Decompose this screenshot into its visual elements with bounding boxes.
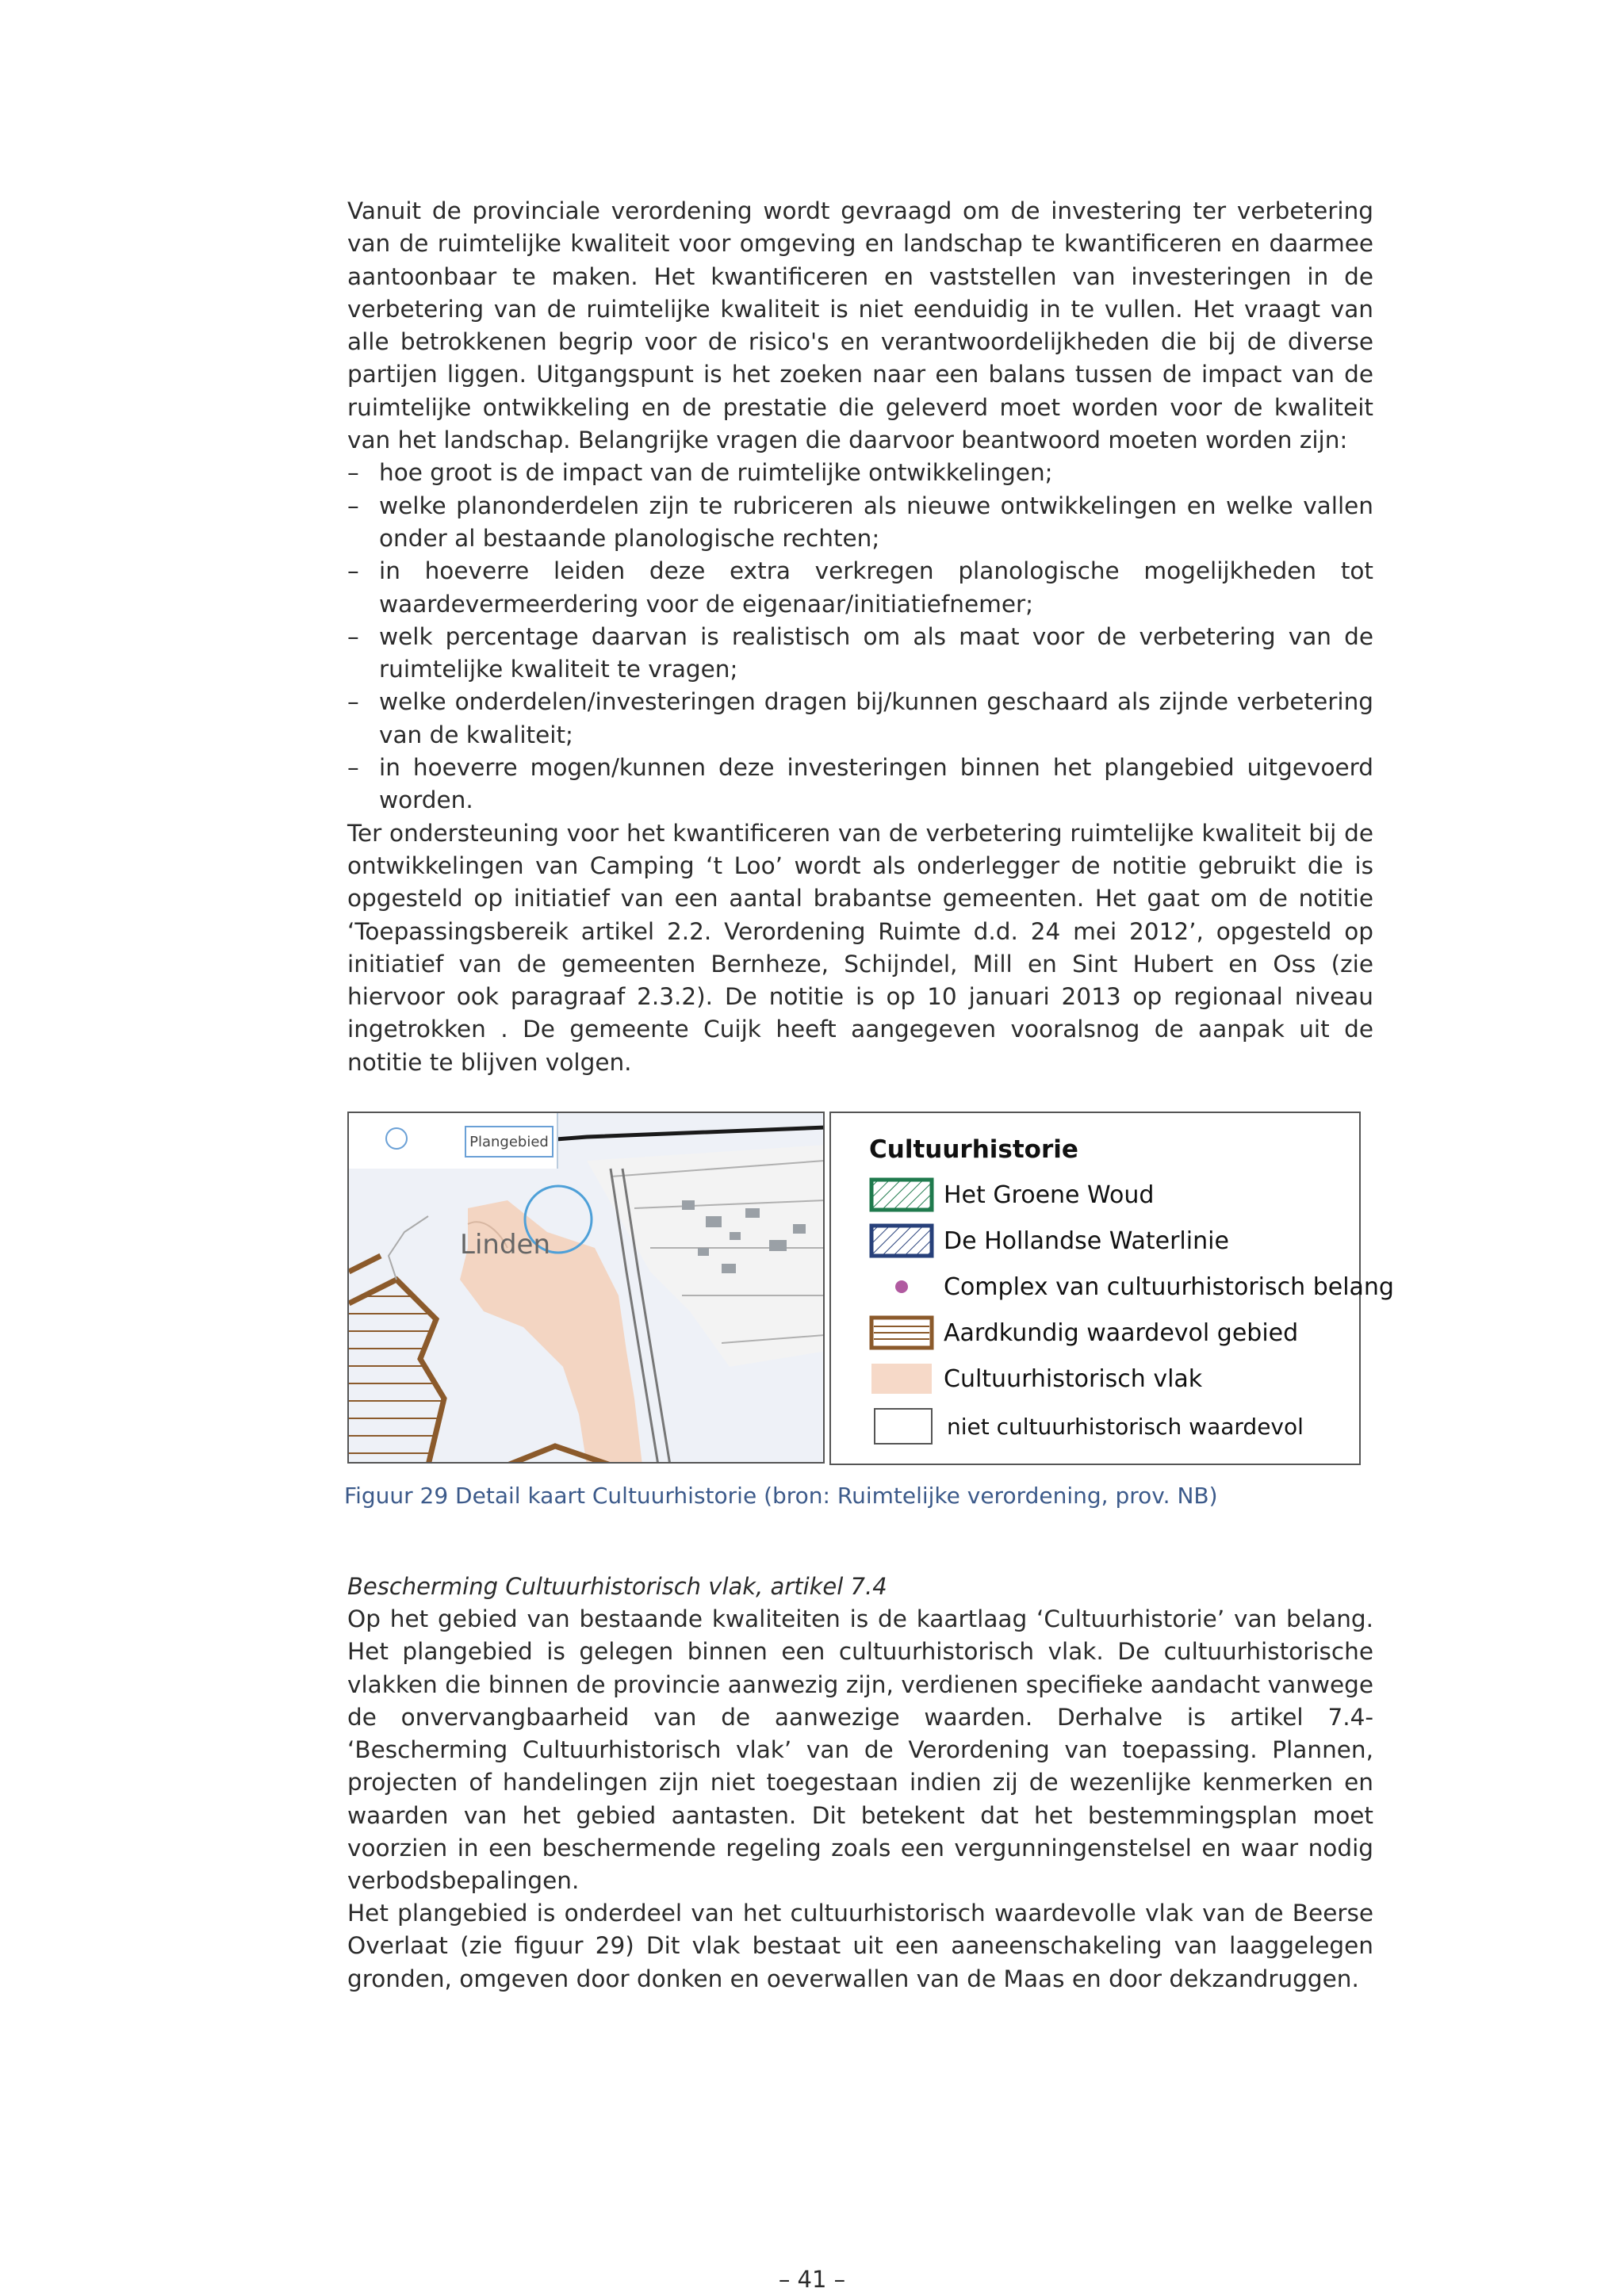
list-item: – in hoeverre leiden deze extra verkregen planologische mogelijkheden tot waardevermeerdering voor de eigenaar/initiatiefnemer; <box>347 555 1373 621</box>
plangebied-label: Plangebied <box>465 1126 553 1158</box>
legend-item-groene-woud: Het Groene Woud <box>869 1177 1154 1213</box>
question-list <box>347 457 1373 817</box>
dash-marker: – <box>347 622 359 650</box>
hatched-green-swatch-icon <box>869 1177 934 1212</box>
list-item: – welke planonderdelen zijn te rubriceren als nieuwe ontwikkelingen en welke vallen onder al bestaande planologische rechten; <box>347 490 1373 556</box>
hatched-blue-swatch-icon <box>869 1223 934 1258</box>
legend-item-complex: Complex van cultuurhistorisch belang <box>869 1269 1394 1305</box>
legend-item-hollandse-waterlinie: De Hollandse Waterlinie <box>869 1223 1229 1259</box>
legend-item-niet-waardevol: niet cultuurhistorisch waardevol <box>869 1408 1304 1445</box>
empty-swatch-icon <box>869 1406 934 1446</box>
list-item: – welk percentage daarvan is realistisch om als maat voor de verbetering van de ruimtelijke kwaliteit te vragen; <box>347 621 1373 687</box>
peach-fill-swatch-icon <box>869 1361 934 1396</box>
section-paragraph-1: Op het gebied van bestaande kwaliteiten is de kaartlaag ‘Cultuurhistorie’ van belang. Het plangebied is gelegen binnen een cultuurhistorisch vlak. De cultuurhistorische vlakken die binnen de provincie aanwezig zijn, verdienen specifieke aandacht vanwege de onvervangbaarheid van de aanwezige waarden. Derhalve is artikel 7.4- ‘Bescherming Cultuurhistorisch vlak’ van de Verordening van toepassing. Plannen, projecten of handelingen zijn niet toegestaan indien zij de wezenlijke kenmerken en waarden van het gebied aantasten. Dit betekent dat het bestemmingsplan moet voorzien in een beschermende regeling zoals een vergunningenstelsel en waar nodig verbodsbepalingen. <box>347 1605 1373 1895</box>
dash-marker: – <box>347 492 359 519</box>
section-paragraph-2: Het plangebied is onderdeel van het cultuurhistorisch waardevolle vlak van de Beerse Overlaat (zie figuur 29) Dit vlak bestaat uit een aaneenschakeling van laaggelegen gronden, omgeven door donken en oeverwallen van de Maas en door dekzandruggen. <box>347 1900 1373 1992</box>
list-item: – in hoeverre mogen/kunnen deze investeringen binnen het plangebied uitgevoerd worden. <box>347 752 1373 817</box>
purple-dot-icon <box>869 1269 934 1304</box>
dash-marker: – <box>347 754 359 782</box>
dash-marker: – <box>347 557 359 585</box>
closing-paragraph: Ter ondersteuning voor het kwantificeren van de verbetering ruimtelijke kwaliteit bij de ontwikkelingen van Camping ‘t Loo’ wordt als onderlegger de notitie gebruikt die is opgesteld op initiatief van een aantal brabantse gemeenten. Het gaat om de notitie ‘Toepassingsbereik artikel 2.2. Verordening Ruimte d.d. 24 mei 2012’, opgesteld op initiatief van de gemeenten Bernheze, Schijndel, Mill en Sint Hubert en Oss (zie hiervoor ook paragraaf 2.3.2). De notitie is op 10 januari 2013 op regionaal niveau ingetrokken . De gemeente Cuijk heeft aangegeven vooralsnog de aanpak uit de notitie te blijven volgen. <box>347 819 1373 1076</box>
legend-item-cultuurhistorisch-vlak: Cultuurhistorisch vlak <box>869 1360 1202 1397</box>
map-inset-legend <box>349 1113 558 1169</box>
legend-title: Cultuurhistorie <box>869 1135 1078 1164</box>
map-detail <box>347 1112 825 1464</box>
intro-paragraph: Vanuit de provinciale verordening wordt gevraagd om de investering ter verbetering van de ruimtelijke kwaliteit voor omgeving en landschap te kwantificeren en daarmee aantoonbaar te maken. Het kwantificeren en vaststellen van investeringen in de verbetering van de ruimtelijke kwaliteit is niet eenduidig in te vullen. Het vraagt van alle betrokkenen begrip voor de risico's en verantwoordelijkheden die bij de diverse partijen liggen. Uitgangspunt is het zoeken naar een balans tussen de impact van de ruimtelijke ontwikkeling en de prestatie die geleverd moet worden voor de kwaliteit van het landschap. Belangrijke vragen die daarvoor beantwoord moeten worden zijn: <box>347 197 1373 454</box>
map-place-label: Linden <box>460 1229 550 1261</box>
intro-section <box>347 195 1373 1079</box>
plangebied-circle-icon <box>385 1127 408 1150</box>
page-number: – 41 – <box>778 2266 846 2293</box>
figure-cultuurhistorie <box>347 1112 1394 1465</box>
figure-caption: Figuur 29 Detail kaart Cultuurhistorie (bron: Ruimtelijke verordening, prov. NB) <box>344 1483 1218 1509</box>
dash-marker: – <box>347 459 359 487</box>
section-heading: Bescherming Cultuurhistorisch vlak, artikel 7.4 <box>347 1573 887 1600</box>
map-legend <box>829 1112 1394 1465</box>
striped-brown-swatch-icon <box>869 1315 934 1350</box>
legend-item-aardkundig: Aardkundig waardevol gebied <box>869 1314 1298 1351</box>
list-item: – hoe groot is de impact van de ruimtelijke ontwikkelingen; <box>347 457 1373 489</box>
list-item: – welke onderdelen/investeringen dragen bij/kunnen geschaard als zijnde verbetering van de kwaliteit; <box>347 686 1373 752</box>
dash-marker: – <box>347 688 359 716</box>
